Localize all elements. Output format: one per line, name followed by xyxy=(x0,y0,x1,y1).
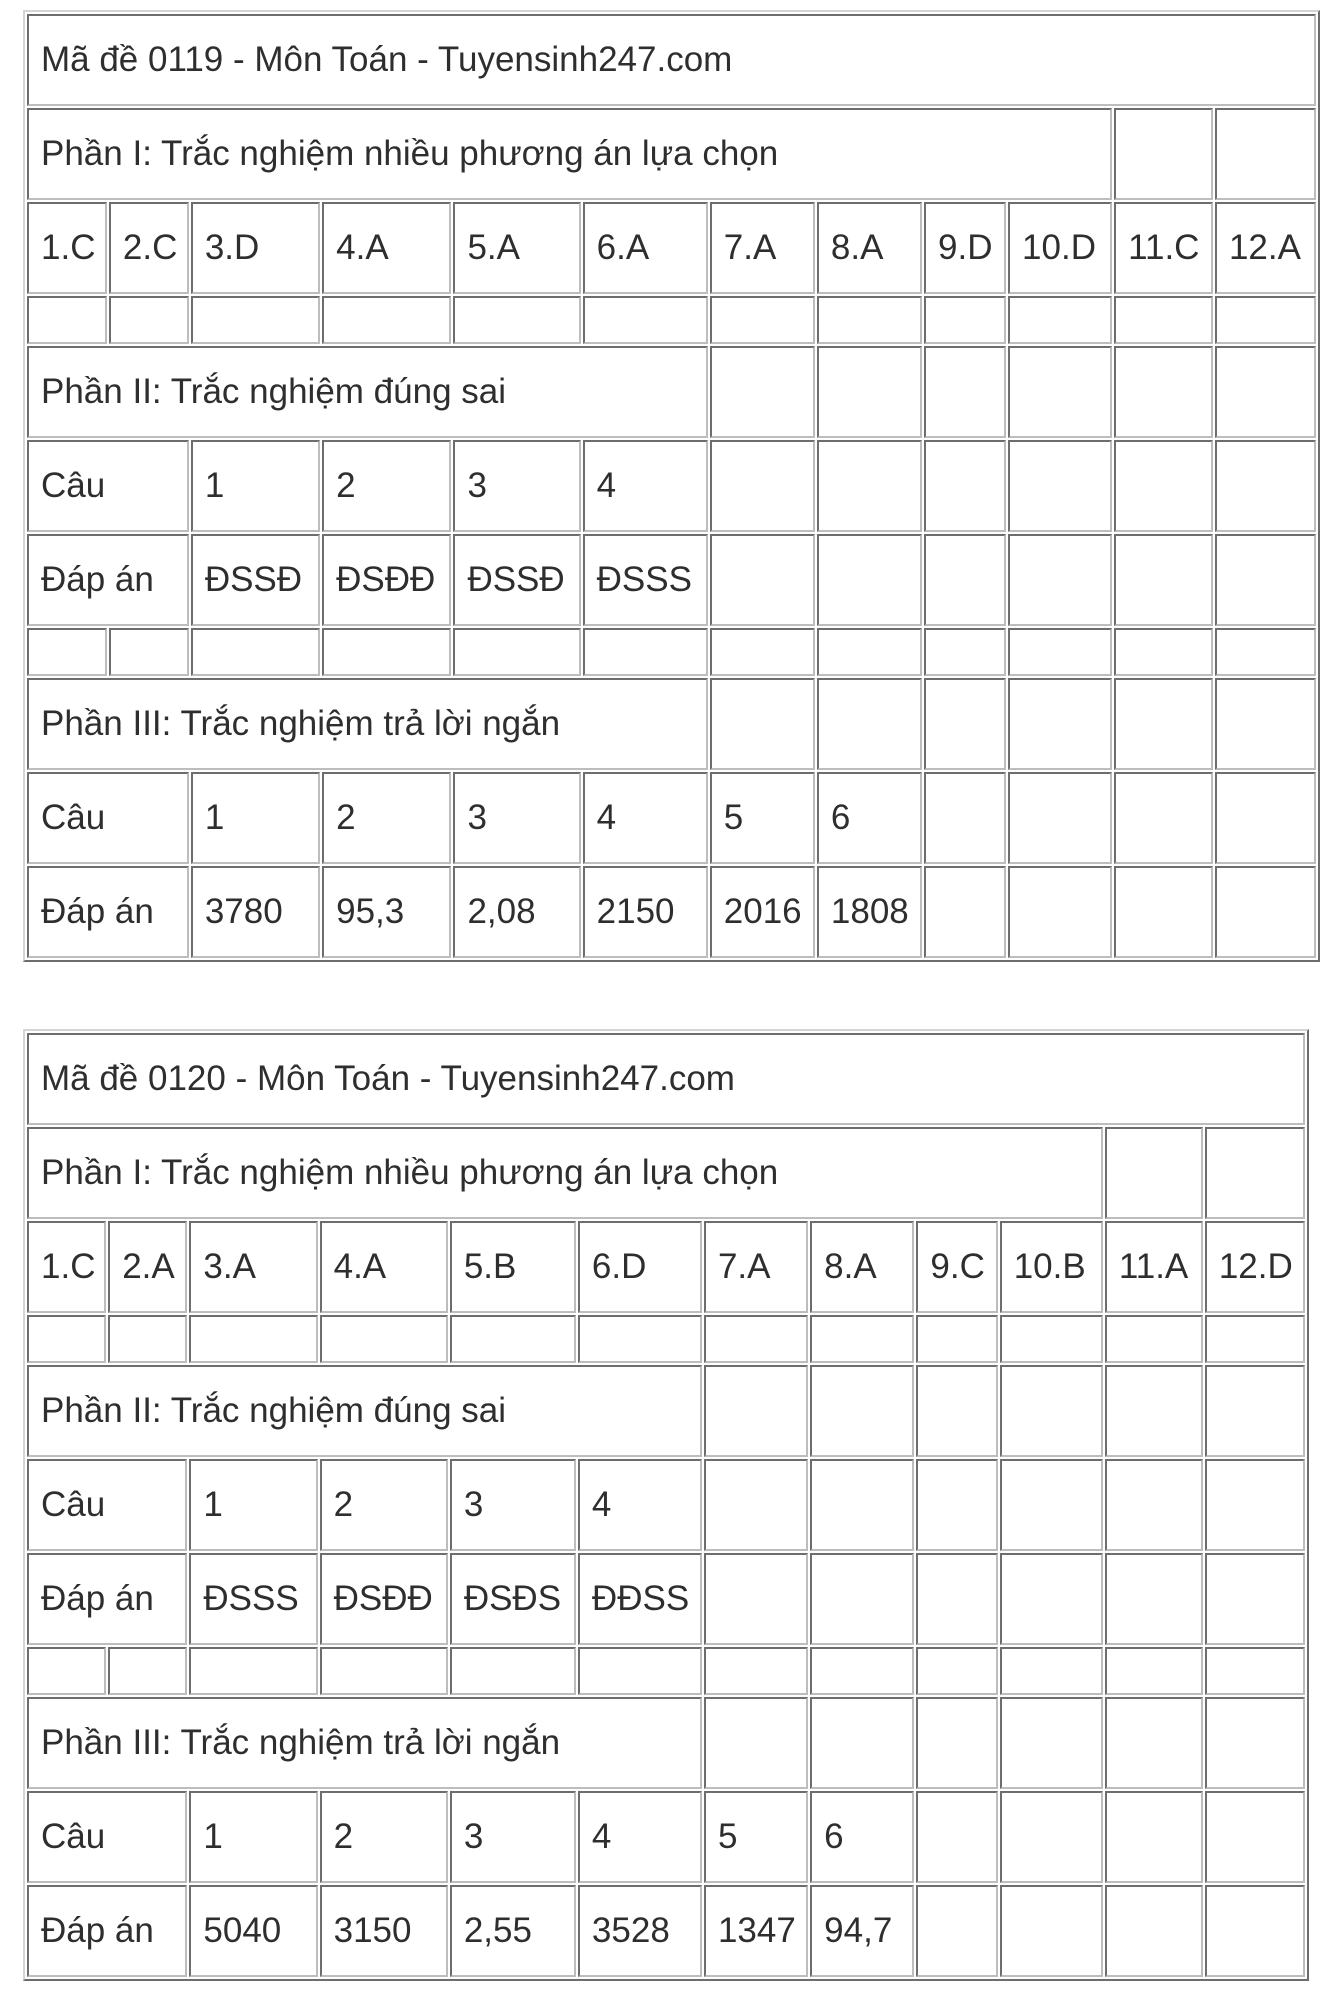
empty-cell xyxy=(924,628,1006,676)
answer-label: Đáp án xyxy=(27,534,189,626)
empty-cell xyxy=(1008,346,1112,438)
question-number: 5 xyxy=(710,772,815,864)
empty-cell xyxy=(453,628,580,676)
empty-cell xyxy=(109,296,189,344)
empty-cell xyxy=(1105,1553,1203,1645)
empty-cell xyxy=(1008,678,1112,770)
answer-cell: ĐĐSS xyxy=(578,1553,702,1645)
section-heading-part3: Phần III: Trắc nghiệm trả lời ngắn xyxy=(27,1697,702,1789)
empty-cell xyxy=(924,296,1006,344)
empty-cell xyxy=(810,1553,914,1645)
empty-cell xyxy=(704,1553,808,1645)
question-number: 3 xyxy=(450,1459,576,1551)
empty-cell xyxy=(1000,1553,1103,1645)
empty-cell xyxy=(108,1315,187,1363)
question-number: 2 xyxy=(320,1791,448,1883)
answer-cell: 9.C xyxy=(916,1221,997,1313)
empty-cell xyxy=(924,678,1006,770)
answer-cell: 1.C xyxy=(27,1221,106,1313)
empty-cell xyxy=(1008,628,1112,676)
question-number: 4 xyxy=(583,772,708,864)
empty-cell xyxy=(191,296,320,344)
answer-cell: 1.C xyxy=(27,202,107,294)
empty-cell xyxy=(817,628,922,676)
empty-cell xyxy=(817,534,922,626)
empty-cell xyxy=(1105,1459,1203,1551)
empty-cell xyxy=(710,534,815,626)
empty-cell xyxy=(1215,108,1316,200)
question-number: 3 xyxy=(450,1791,576,1883)
empty-cell xyxy=(1008,296,1112,344)
empty-cell xyxy=(916,1553,997,1645)
answer-cell: ĐSSS xyxy=(583,534,708,626)
empty-cell xyxy=(1114,628,1213,676)
empty-cell xyxy=(1205,1553,1305,1645)
answer-cell: 3.A xyxy=(189,1221,317,1313)
empty-cell xyxy=(916,1315,997,1363)
empty-cell xyxy=(450,1315,576,1363)
empty-cell xyxy=(1215,866,1316,958)
empty-cell xyxy=(1008,866,1112,958)
table-title: Mã đề 0120 - Môn Toán - Tuyensinh247.com xyxy=(27,1033,1305,1125)
section-heading-part3: Phần III: Trắc nghiệm trả lời ngắn xyxy=(27,678,708,770)
answer-cell: ĐSSĐ xyxy=(191,534,320,626)
empty-cell xyxy=(583,296,708,344)
empty-cell xyxy=(916,1459,997,1551)
empty-cell xyxy=(916,1885,997,1977)
question-number: 4 xyxy=(583,440,708,532)
empty-cell xyxy=(1105,1647,1203,1695)
empty-cell xyxy=(27,296,107,344)
empty-cell xyxy=(1000,1885,1103,1977)
answer-cell: 7.A xyxy=(704,1221,808,1313)
question-label: Câu xyxy=(27,772,189,864)
section-heading-part2: Phần II: Trắc nghiệm đúng sai xyxy=(27,346,708,438)
empty-cell xyxy=(1000,1791,1103,1883)
question-number: 2 xyxy=(320,1459,448,1551)
answer-cell: 1347 xyxy=(704,1885,808,1977)
answer-cell: 1808 xyxy=(817,866,922,958)
answer-cell: 12.D xyxy=(1205,1221,1305,1313)
question-number: 1 xyxy=(191,440,320,532)
section-heading-part2: Phần II: Trắc nghiệm đúng sai xyxy=(27,1365,702,1457)
empty-cell xyxy=(189,1315,317,1363)
answer-cell: 95,3 xyxy=(322,866,451,958)
empty-cell xyxy=(916,1365,997,1457)
answer-cell: 5.B xyxy=(450,1221,576,1313)
empty-cell xyxy=(810,1315,914,1363)
empty-cell xyxy=(191,628,320,676)
empty-cell xyxy=(1114,296,1213,344)
empty-cell xyxy=(817,346,922,438)
empty-cell xyxy=(1008,534,1112,626)
empty-cell xyxy=(578,1315,702,1363)
answer-cell: ĐSĐĐ xyxy=(320,1553,448,1645)
answer-cell: 2,55 xyxy=(450,1885,576,1977)
answer-cell: 4.A xyxy=(322,202,451,294)
empty-cell xyxy=(1114,534,1213,626)
question-number: 6 xyxy=(810,1791,914,1883)
empty-cell xyxy=(1105,1885,1203,1977)
empty-cell xyxy=(453,296,580,344)
empty-cell xyxy=(1205,1791,1305,1883)
answer-cell: 4.A xyxy=(320,1221,448,1313)
empty-cell xyxy=(810,1365,914,1457)
empty-cell xyxy=(1105,1315,1203,1363)
empty-cell xyxy=(817,296,922,344)
empty-cell xyxy=(27,1647,106,1695)
answer-cell: 2150 xyxy=(583,866,708,958)
empty-cell xyxy=(1215,772,1316,864)
empty-cell xyxy=(916,1697,997,1789)
question-label: Câu xyxy=(27,1459,187,1551)
answer-cell: ĐSSS xyxy=(189,1553,317,1645)
table-title: Mã đề 0119 - Môn Toán - Tuyensinh247.com xyxy=(27,14,1316,106)
answer-key-table xyxy=(23,10,1320,962)
empty-cell xyxy=(924,346,1006,438)
empty-cell xyxy=(322,296,451,344)
answer-label: Đáp án xyxy=(27,1553,187,1645)
empty-cell xyxy=(1205,1697,1305,1789)
empty-cell xyxy=(1105,1127,1203,1219)
empty-cell xyxy=(817,678,922,770)
empty-cell xyxy=(704,1459,808,1551)
answer-cell: ĐSĐS xyxy=(450,1553,576,1645)
empty-cell xyxy=(109,628,189,676)
answer-cell: 11.A xyxy=(1105,1221,1203,1313)
empty-cell xyxy=(450,1647,576,1695)
question-label: Câu xyxy=(27,1791,187,1883)
empty-cell xyxy=(810,1459,914,1551)
empty-cell xyxy=(924,534,1006,626)
empty-cell xyxy=(1205,1365,1305,1457)
question-number: 1 xyxy=(191,772,320,864)
answer-cell: 12.A xyxy=(1215,202,1316,294)
empty-cell xyxy=(710,296,815,344)
answer-cell: 2,08 xyxy=(453,866,580,958)
answer-cell: 8.A xyxy=(810,1221,914,1313)
empty-cell xyxy=(583,628,708,676)
answer-cell: 6.D xyxy=(578,1221,702,1313)
answer-cell: 94,7 xyxy=(810,1885,914,1977)
answer-cell: 3150 xyxy=(320,1885,448,1977)
empty-cell xyxy=(1114,346,1213,438)
empty-cell xyxy=(810,1697,914,1789)
question-number: 4 xyxy=(578,1791,702,1883)
empty-cell xyxy=(916,1647,997,1695)
empty-cell xyxy=(1114,866,1213,958)
answer-label: Đáp án xyxy=(27,866,189,958)
answer-cell: 6.A xyxy=(583,202,708,294)
answer-cell: 3780 xyxy=(191,866,320,958)
empty-cell xyxy=(1215,534,1316,626)
empty-cell xyxy=(1205,1315,1305,1363)
answer-cell: 2.C xyxy=(109,202,189,294)
empty-cell xyxy=(704,1315,808,1363)
empty-cell xyxy=(1008,772,1112,864)
answer-cell: 10.D xyxy=(1008,202,1112,294)
empty-cell xyxy=(810,1647,914,1695)
question-label: Câu xyxy=(27,440,189,532)
empty-cell xyxy=(1215,628,1316,676)
question-number: 2 xyxy=(322,772,451,864)
empty-cell xyxy=(817,440,922,532)
empty-cell xyxy=(320,1315,448,1363)
empty-cell xyxy=(924,866,1006,958)
empty-cell xyxy=(1205,1647,1305,1695)
question-number: 5 xyxy=(704,1791,808,1883)
empty-cell xyxy=(1215,678,1316,770)
empty-cell xyxy=(1205,1885,1305,1977)
empty-cell xyxy=(27,628,107,676)
empty-cell xyxy=(1205,1459,1305,1551)
question-number: 1 xyxy=(189,1791,317,1883)
answer-cell: 3528 xyxy=(578,1885,702,1977)
empty-cell xyxy=(710,628,815,676)
empty-cell xyxy=(1000,1459,1103,1551)
answer-cell: 10.B xyxy=(1000,1221,1103,1313)
empty-cell xyxy=(1000,1647,1103,1695)
empty-cell xyxy=(1105,1365,1203,1457)
empty-cell xyxy=(1000,1697,1103,1789)
answer-cell: 3.D xyxy=(191,202,320,294)
empty-cell xyxy=(1008,440,1112,532)
question-number: 2 xyxy=(322,440,451,532)
question-number: 3 xyxy=(453,440,580,532)
answer-cell: ĐSSĐ xyxy=(453,534,580,626)
question-number: 1 xyxy=(189,1459,317,1551)
question-number: 4 xyxy=(578,1459,702,1551)
section-heading-part1: Phần I: Trắc nghiệm nhiều phương án lựa chọn xyxy=(27,1127,1103,1219)
empty-cell xyxy=(578,1647,702,1695)
empty-cell xyxy=(710,440,815,532)
empty-cell xyxy=(1105,1791,1203,1883)
empty-cell xyxy=(924,440,1006,532)
empty-cell xyxy=(1215,296,1316,344)
empty-cell xyxy=(108,1647,187,1695)
empty-cell xyxy=(1114,678,1213,770)
answer-cell: ĐSĐĐ xyxy=(322,534,451,626)
empty-cell xyxy=(710,678,815,770)
answer-key-table xyxy=(23,1029,1309,1981)
empty-cell xyxy=(322,628,451,676)
question-number: 6 xyxy=(817,772,922,864)
answer-cell: 2016 xyxy=(710,866,815,958)
answer-label: Đáp án xyxy=(27,1885,187,1977)
answer-cell: 5.A xyxy=(453,202,580,294)
answer-cell: 7.A xyxy=(710,202,815,294)
question-number: 3 xyxy=(453,772,580,864)
empty-cell xyxy=(704,1647,808,1695)
section-heading-part1: Phần I: Trắc nghiệm nhiều phương án lựa chọn xyxy=(27,108,1112,200)
empty-cell xyxy=(1000,1315,1103,1363)
empty-cell xyxy=(1205,1127,1305,1219)
empty-cell xyxy=(1114,108,1213,200)
empty-cell xyxy=(704,1697,808,1789)
empty-cell xyxy=(320,1647,448,1695)
empty-cell xyxy=(916,1791,997,1883)
answer-cell: 8.A xyxy=(817,202,922,294)
empty-cell xyxy=(1105,1697,1203,1789)
answer-cell: 5040 xyxy=(189,1885,317,1977)
empty-cell xyxy=(710,346,815,438)
empty-cell xyxy=(924,772,1006,864)
empty-cell xyxy=(27,1315,106,1363)
empty-cell xyxy=(189,1647,317,1695)
answer-cell: 9.D xyxy=(924,202,1006,294)
empty-cell xyxy=(1114,772,1213,864)
answer-cell: 2.A xyxy=(108,1221,187,1313)
empty-cell xyxy=(1000,1365,1103,1457)
empty-cell xyxy=(704,1365,808,1457)
empty-cell xyxy=(1114,440,1213,532)
empty-cell xyxy=(1215,440,1316,532)
empty-cell xyxy=(1215,346,1316,438)
answer-cell: 11.C xyxy=(1114,202,1213,294)
